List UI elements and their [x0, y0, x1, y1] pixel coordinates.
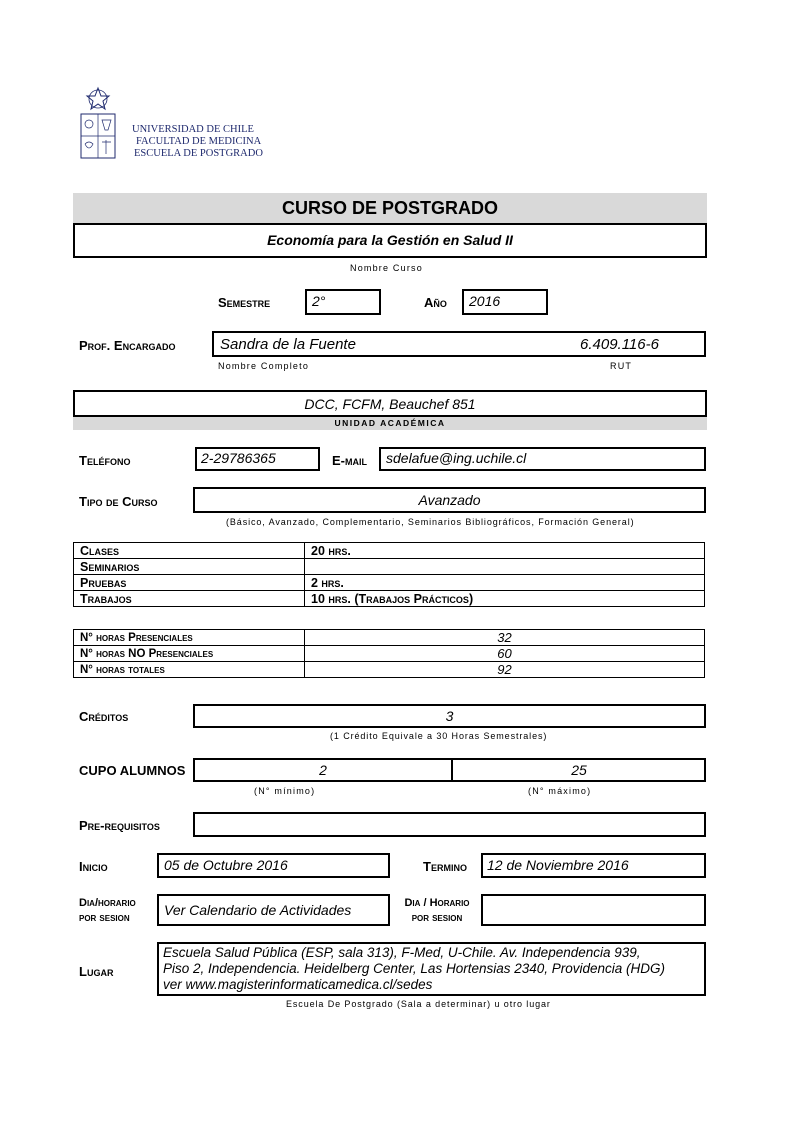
logo-line-3: ESCUELA DE POSTGRADO — [134, 148, 263, 159]
table-row — [74, 591, 705, 607]
hours-label: N° horas NO Presenciales — [74, 646, 305, 662]
hours-value: 32 — [305, 630, 705, 646]
year-field[interactable] — [462, 289, 548, 315]
schedule2-field[interactable] — [481, 894, 706, 926]
table-row — [74, 630, 705, 646]
university-seal — [78, 86, 118, 162]
quota-label: CUPO ALUMNOS — [79, 763, 186, 778]
prerequisites-label: Pre-requisitos — [79, 818, 160, 833]
table-row — [74, 646, 705, 662]
location-field[interactable] — [157, 942, 706, 996]
credits-value: 3 — [445, 708, 454, 724]
academic-unit-field[interactable] — [73, 390, 707, 417]
hours-table — [73, 629, 705, 678]
professor-rut-caption: RUT — [610, 361, 633, 371]
hours-value: 92 — [305, 662, 705, 678]
academic-unit-caption: UNIDAD ACADÉMICA — [73, 417, 707, 430]
logo-line-2: FACULTAD DE MEDICINA — [136, 136, 262, 147]
phone-label: Teléfono — [79, 453, 131, 468]
location-line-2: Piso 2, Independencia. Heidelberg Center, Las Hortensias 2340, Providencia (HDG) — [163, 961, 666, 976]
schedule2-label-line2: por sesion — [411, 912, 463, 924]
activities-table — [73, 542, 705, 607]
year-value: 2016 — [469, 293, 501, 309]
table-row — [74, 662, 705, 678]
activity-label: Pruebas — [74, 575, 305, 591]
professor-name-caption: Nombre Completo — [218, 361, 310, 371]
location-line-1: Escuela Salud Pública (ESP, sala 313), F-Med, U-Chile. Av. Independencia 939, — [163, 945, 641, 960]
professor-name: Sandra de la Fuente — [220, 336, 356, 353]
schedule-field[interactable] — [157, 894, 390, 926]
hours-value: 60 — [305, 646, 705, 662]
activity-label: Seminarios — [74, 559, 305, 575]
schedule-label-line2: por sesion — [79, 912, 130, 924]
course-name: Economía para la Gestión en Salud II — [267, 232, 513, 248]
prerequisites-field[interactable] — [193, 812, 706, 837]
phone-field[interactable] — [195, 447, 320, 471]
activity-value: 10 hrs. (Trabajos Prácticos) — [305, 591, 705, 607]
quota-max-value[interactable]: 25 — [571, 762, 587, 778]
activity-value — [305, 559, 705, 575]
course-name-caption: Nombre Curso — [350, 263, 423, 273]
schedule2-label-line1: Dia / Horario — [404, 897, 470, 909]
location-caption: Escuela De Postgrado (Sala a determinar) u otro lugar — [286, 999, 551, 1009]
course-type-field[interactable] — [193, 487, 706, 513]
email-label: E-mail — [332, 453, 367, 468]
quota-max-caption: (N° máximo) — [528, 786, 592, 796]
table-row — [74, 559, 705, 575]
table-row — [74, 543, 705, 559]
location-line-3: ver www.magisterinformaticamedica.cl/sedes — [163, 977, 433, 992]
email-value: sdelafue@ing.uchile.cl — [386, 450, 527, 466]
professor-field[interactable] — [212, 331, 706, 357]
schedule-value: Ver Calendario de Actividades — [164, 902, 352, 918]
professor-rut: 6.409.116-6 — [580, 336, 659, 353]
academic-unit-value: DCC, FCFM, Beauchef 851 — [304, 396, 476, 412]
schedule-label-line1: Dia/horario — [79, 897, 136, 909]
end-label: Termino — [423, 859, 467, 874]
start-value: 05 de Octubre 2016 — [164, 857, 288, 873]
credits-label: Créditos — [79, 709, 129, 724]
end-field[interactable] — [481, 853, 706, 878]
table-row — [74, 575, 705, 591]
quota-field — [193, 758, 706, 782]
professor-label: Prof. Encargado — [79, 338, 176, 353]
credits-caption: (1 Crédito Equivale a 30 Horas Semestrales) — [330, 731, 548, 741]
start-label: Inicio — [79, 859, 108, 874]
course-type-value: Avanzado — [418, 492, 481, 508]
quota-min-caption: (N° mínimo) — [254, 786, 316, 796]
course-name-box — [73, 223, 707, 258]
end-value: 12 de Noviembre 2016 — [487, 857, 629, 873]
activity-label: Trabajos — [74, 591, 305, 607]
hours-label: N° horas Presenciales — [74, 630, 305, 646]
semester-field[interactable] — [305, 289, 381, 315]
start-field[interactable] — [157, 853, 390, 878]
location-label: Lugar — [79, 964, 114, 979]
hours-label: N° horas totales — [74, 662, 305, 678]
credits-field[interactable] — [193, 704, 706, 728]
phone-value: 2-29786365 — [201, 450, 276, 466]
year-label: Año — [424, 295, 447, 310]
logo-line-1: UNIVERSIDAD DE CHILE — [132, 124, 254, 135]
quota-min-value[interactable]: 2 — [319, 762, 327, 778]
course-type-label: Tipo de Curso — [79, 494, 158, 509]
semester-value: 2° — [312, 293, 326, 309]
page-title: CURSO DE POSTGRADO — [73, 193, 707, 223]
course-type-caption: (Básico, Avanzado, Complementario, Seminarios Bibliográficos, Formación General) — [226, 517, 635, 527]
activity-value: 20 hrs. — [305, 543, 705, 559]
activity-value: 2 hrs. — [305, 575, 705, 591]
activity-label: Clases — [74, 543, 305, 559]
seal-icon — [78, 86, 118, 162]
email-field[interactable] — [379, 447, 706, 471]
semester-label: Semestre — [218, 295, 271, 310]
